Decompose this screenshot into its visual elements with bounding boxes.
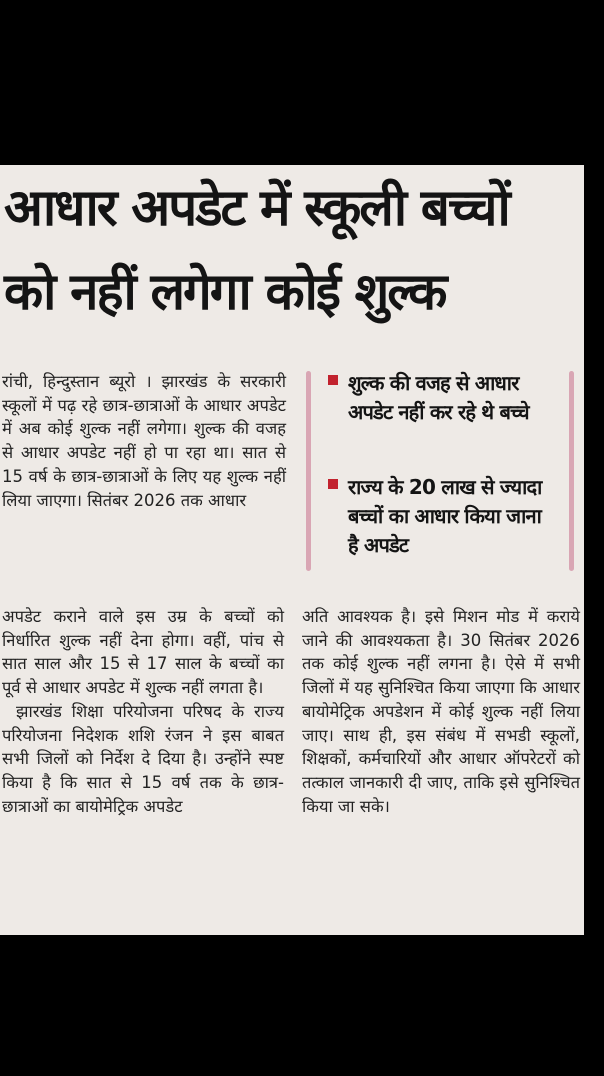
box-bar-right	[569, 371, 574, 571]
paragraph-intro: रांची, हिन्दुस्तान ब्यूरो । झारखंड के सरकारी स्कूलों में पढ़ रहे छात्र-छात्राओं के आधार अपडेट में अब कोई शुल्क नहीं लगेगा। शुल्क की वजह से आधार अपडेट नहीं हो पा रहा था। सात से 15 वर्ष के छात्र-छात्राओं के लिए यह शुल्क नहीं लिया जाएगा। सितंबर 2026 तक आधार	[2, 372, 286, 510]
highlight-item	[330, 473, 550, 560]
paragraph-body-2: झारखंड शिक्षा परियोजना परिषद के राज्य परियोजना निदेशक शशि रंजन ने इस बाबत सभी जिलों को निर्देश दे दिया है। उन्होंने स्पष्ट किया है कि सात से 15 वर्ष तक के छात्र-छात्राओं का बायोमेट्रिक अपडेट	[2, 701, 284, 816]
highlight-item	[330, 369, 550, 427]
article-left-bottom	[2, 605, 284, 818]
headline-line-2: को नहीं लगेगा कोई शुल्क	[4, 263, 446, 322]
paragraph-body-1: अपडेट कराने वाले इस उम्र के बच्चों को निर्धारित शुल्क नहीं देना होगा। वहीं, पांच से सात साल और 15 से 17 साल के बच्चों का पूर्व से आधार अपडेट में शुल्क नहीं लगता है।	[2, 607, 284, 698]
paragraph-body-3: अति आवश्यक है। इसे मिशन मोड में कराये जाने की आवश्यकता है। 30 सितंबर 2026 तक कोई शुल्क नहीं लगना है। ऐसे में सभी जिलों में यह सुनिश्चित किया जाएगा कि आधार बायोमेट्रिक अपडेशन में कोई शुल्क नहीं लिया जाए। साथ ही, इस संबंध में सभडी स्कूलों, शिक्षकों, कर्मचारियों और आधार ऑपरेटरों को तत्काल जानकारी दी जाए, ताकि इसे सुनिश्चित किया जा सके।	[302, 607, 580, 816]
article-right-bottom	[302, 605, 580, 818]
highlight-text: शुल्क की वजह से आधार अपडेट नहीं कर रहे थे बच्चे	[348, 371, 529, 424]
headline	[4, 167, 580, 335]
highlight-text: राज्य के 20 लाख से ज्यादा बच्चों का आधार किया जाना है अपडेट	[348, 475, 542, 557]
headline-line-1: आधार अपडेट में स्कूली बच्चों	[4, 179, 509, 238]
box-bar-left	[306, 371, 311, 571]
square-bullet-icon	[328, 375, 338, 385]
article-left-top	[2, 370, 286, 512]
highlights-box	[300, 365, 578, 580]
square-bullet-icon	[328, 479, 338, 489]
newspaper-clipping	[0, 165, 584, 935]
